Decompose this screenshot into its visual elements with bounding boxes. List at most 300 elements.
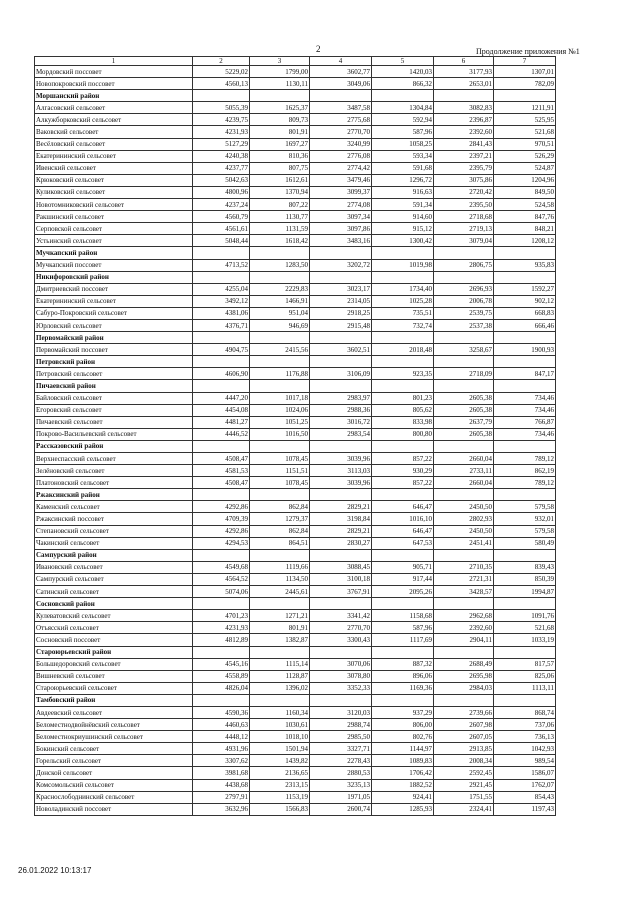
value-cell: 4800,96 [193,186,250,198]
value-cell: 847,17 [494,368,556,380]
value-cell: 1158,68 [372,610,434,622]
value-cell: 2660,04 [434,453,494,465]
table-row [35,211,556,223]
value-cell: 1420,03 [372,66,434,78]
value-cell: 970,51 [494,138,556,150]
value-cell: 915,12 [372,223,434,235]
value-cell: 668,83 [494,307,556,319]
value-cell: 850,39 [494,573,556,585]
value-cell: 2607,05 [434,731,494,743]
district-row [35,549,556,561]
empty-cell [372,356,434,368]
table-row [35,791,556,803]
district-row [35,90,556,102]
value-cell: 2710,35 [434,561,494,573]
value-cell: 526,29 [494,150,556,162]
value-cell: 825,06 [494,670,556,682]
value-cell: 646,47 [372,525,434,537]
table-row [35,307,556,319]
value-cell: 2774,08 [310,199,372,211]
value-cell: 817,57 [494,658,556,670]
value-cell: 1439,82 [250,755,310,767]
empty-cell [193,646,250,658]
value-cell: 854,43 [494,791,556,803]
value-cell: 1130,77 [250,211,310,223]
settlement-name: Дмитриевский поссовет [35,283,193,295]
value-cell: 4558,89 [193,670,250,682]
value-cell: 951,04 [250,307,310,319]
empty-cell [310,271,372,283]
value-cell: 4713,52 [193,259,250,271]
settlement-name: Каменский сельсовет [35,501,193,513]
empty-cell [372,440,434,452]
settlement-name: Чакинский сельсовет [35,537,193,549]
settlement-name: Ивенский сельсовет [35,162,193,174]
value-cell: 2313,15 [250,779,310,791]
value-cell: 3632,96 [193,803,250,815]
settlement-name: Краснослободнинский сельсовет [35,791,193,803]
value-cell: 646,47 [372,501,434,513]
empty-cell [372,489,434,501]
value-cell: 1211,91 [494,102,556,114]
value-cell: 3235,13 [310,779,372,791]
value-cell: 2607,98 [434,719,494,731]
value-cell: 2450,50 [434,525,494,537]
settlement-name: Беломестнодвойнёвский сельсовет [35,719,193,731]
value-cell: 5229,02 [193,66,250,78]
settlement-name: Юрловский сельсовет [35,319,193,331]
settlement-name: Покрово-Васильевский сельсовет [35,428,193,440]
value-cell: 2830,27 [310,537,372,549]
table-row [35,658,556,670]
settlement-name: Ракшинский сельсовет [35,211,193,223]
table-header-row [35,57,556,66]
settlement-name: Устьинский сельсовет [35,235,193,247]
value-cell: 4447,20 [193,392,250,404]
value-cell: 1117,69 [372,634,434,646]
empty-cell [434,271,494,283]
value-cell: 1612,61 [250,174,310,186]
value-cell: 1307,01 [494,66,556,78]
district-name: Петровский район [35,356,193,368]
value-cell: 946,69 [250,319,310,331]
value-cell: 1882,52 [372,779,434,791]
value-cell: 2395,79 [434,162,494,174]
value-cell: 3023,17 [310,283,372,295]
empty-cell [250,380,310,392]
value-cell: 4460,63 [193,719,250,731]
value-cell: 4294,53 [193,537,250,549]
value-cell: 801,91 [250,126,310,138]
table-row [35,295,556,307]
value-cell: 2592,45 [434,767,494,779]
table-row [35,259,556,271]
value-cell: 591,68 [372,162,434,174]
empty-cell [494,489,556,501]
value-cell: 914,60 [372,211,434,223]
table-row [35,392,556,404]
value-cell: 4481,27 [193,416,250,428]
column-header: 2 [193,57,250,66]
value-cell: 857,22 [372,453,434,465]
empty-cell [250,549,310,561]
value-cell: 3307,62 [193,755,250,767]
value-cell: 905,71 [372,561,434,573]
settlement-name: Куликовский сельсовет [35,186,193,198]
district-name: Ржаксинский район [35,489,193,501]
value-cell: 862,84 [250,501,310,513]
empty-cell [193,380,250,392]
table-row [35,138,556,150]
value-cell: 4606,90 [193,368,250,380]
value-cell: 1134,50 [250,573,310,585]
settlement-name: Первомайский поссовет [35,344,193,356]
value-cell: 1051,25 [250,416,310,428]
value-cell: 3070,06 [310,658,372,670]
empty-cell [372,549,434,561]
value-cell: 525,95 [494,114,556,126]
value-cell: 1566,83 [250,803,310,815]
empty-cell [494,380,556,392]
tariff-table [34,56,556,816]
empty-cell [310,549,372,561]
value-cell: 3300,43 [310,634,372,646]
value-cell: 593,34 [372,150,434,162]
value-cell: 924,41 [372,791,434,803]
settlement-name: Ваковский сельсовет [35,126,193,138]
value-cell: 1169,36 [372,682,434,694]
value-cell: 1058,25 [372,138,434,150]
empty-cell [494,440,556,452]
empty-cell [494,356,556,368]
value-cell: 1994,87 [494,586,556,598]
value-cell: 789,12 [494,453,556,465]
value-cell: 3049,06 [310,78,372,90]
value-cell: 2985,50 [310,731,372,743]
column-header: 4 [310,57,372,66]
value-cell: 1586,07 [494,767,556,779]
value-cell: 2841,43 [434,138,494,150]
value-cell: 3088,45 [310,561,372,573]
value-cell: 847,76 [494,211,556,223]
value-cell: 2921,45 [434,779,494,791]
value-cell: 1130,11 [250,78,310,90]
value-cell: 592,94 [372,114,434,126]
value-cell: 1089,83 [372,755,434,767]
value-cell: 1160,34 [250,706,310,718]
empty-cell [193,440,250,452]
value-cell: 1115,14 [250,658,310,670]
value-cell: 3078,80 [310,670,372,682]
value-cell: 4549,68 [193,561,250,573]
value-cell: 4446,52 [193,428,250,440]
value-cell: 1625,37 [250,102,310,114]
district-row [35,332,556,344]
value-cell: 809,73 [250,114,310,126]
value-cell: 4292,86 [193,501,250,513]
settlement-name: Беломестнокриушинский сельсовет [35,731,193,743]
value-cell: 2537,38 [434,319,494,331]
settlement-name: Байловский сельсовет [35,392,193,404]
value-cell: 4560,79 [193,211,250,223]
value-cell: 3100,18 [310,573,372,585]
value-cell: 3097,34 [310,211,372,223]
value-cell: 902,12 [494,295,556,307]
value-cell: 1501,94 [250,743,310,755]
empty-cell [494,271,556,283]
value-cell: 3075,86 [434,174,494,186]
value-cell: 2720,42 [434,186,494,198]
value-cell: 4508,47 [193,477,250,489]
value-cell: 3202,72 [310,259,372,271]
value-cell: 2324,41 [434,803,494,815]
settlement-name: Зелёновский сельсовет [35,465,193,477]
district-name: Первомайский район [35,332,193,344]
value-cell: 2396,87 [434,114,494,126]
value-cell: 2397,21 [434,150,494,162]
table-row [35,162,556,174]
value-cell: 1697,27 [250,138,310,150]
value-cell: 2988,74 [310,719,372,731]
table-row [35,719,556,731]
value-cell: 1734,40 [372,283,434,295]
empty-cell [494,247,556,259]
value-cell: 935,83 [494,259,556,271]
empty-cell [250,332,310,344]
value-cell: 802,76 [372,731,434,743]
empty-cell [310,489,372,501]
value-cell: 4590,36 [193,706,250,718]
value-cell: 807,75 [250,162,310,174]
district-row [35,694,556,706]
value-cell: 2770,70 [310,622,372,634]
value-cell: 1592,27 [494,283,556,295]
value-cell: 524,87 [494,162,556,174]
table-row [35,416,556,428]
empty-cell [310,440,372,452]
value-cell: 930,29 [372,465,434,477]
settlement-name: Сампурский сельсовет [35,573,193,585]
settlement-name: Серповской сельсовет [35,223,193,235]
value-cell: 3099,37 [310,186,372,198]
table-row [35,561,556,573]
value-cell: 2136,65 [250,767,310,779]
value-cell: 5042,63 [193,174,250,186]
value-cell: 1208,12 [494,235,556,247]
value-cell: 579,58 [494,525,556,537]
table-row [35,150,556,162]
value-cell: 1113,11 [494,682,556,694]
value-cell: 2718,68 [434,211,494,223]
value-cell: 2605,38 [434,392,494,404]
settlement-name: Петровский сельсовет [35,368,193,380]
value-cell: 2988,36 [310,404,372,416]
value-cell: 2605,38 [434,428,494,440]
empty-cell [494,598,556,610]
settlement-name: Отъясский сельсовет [35,622,193,634]
empty-cell [434,90,494,102]
value-cell: 2392,60 [434,622,494,634]
table-row [35,114,556,126]
empty-cell [434,598,494,610]
value-cell: 862,19 [494,465,556,477]
value-cell: 1370,94 [250,186,310,198]
value-cell: 2984,03 [434,682,494,694]
value-cell: 1900,93 [494,344,556,356]
empty-cell [372,90,434,102]
value-cell: 3198,84 [310,513,372,525]
settlement-name: Степановский сельсовет [35,525,193,537]
value-cell: 1025,28 [372,295,434,307]
value-cell: 3039,96 [310,453,372,465]
district-name: Моршанский район [35,90,193,102]
value-cell: 2539,75 [434,307,494,319]
value-cell: 2733,11 [434,465,494,477]
district-name: Никифоровский район [35,271,193,283]
value-cell: 1019,98 [372,259,434,271]
table-row [35,344,556,356]
value-cell: 1091,76 [494,610,556,622]
value-cell: 4701,23 [193,610,250,622]
district-name: Тамбовский район [35,694,193,706]
value-cell: 4376,71 [193,319,250,331]
value-cell: 2395,50 [434,199,494,211]
district-name: Пичаевский район [35,380,193,392]
value-cell: 2600,74 [310,803,372,815]
value-cell: 2770,70 [310,126,372,138]
value-cell: 2637,79 [434,416,494,428]
settlement-name: Сатинский сельсовет [35,586,193,598]
value-cell: 4239,75 [193,114,250,126]
empty-cell [193,549,250,561]
value-cell: 2688,49 [434,658,494,670]
value-cell: 1751,55 [434,791,494,803]
value-cell: 2229,83 [250,283,310,295]
settlement-name: Сабуро-Покровский сельсовет [35,307,193,319]
table-row [35,428,556,440]
table-row [35,235,556,247]
column-header: 5 [372,57,434,66]
table-row [35,803,556,815]
value-cell: 916,63 [372,186,434,198]
value-cell: 4237,24 [193,199,250,211]
value-cell: 3240,99 [310,138,372,150]
value-cell: 2719,13 [434,223,494,235]
value-cell: 2314,05 [310,295,372,307]
settlement-name: Ржаксинский поссовет [35,513,193,525]
value-cell: 3082,83 [434,102,494,114]
value-cell: 3039,96 [310,477,372,489]
value-cell: 3177,93 [434,66,494,78]
column-header: 6 [434,57,494,66]
value-cell: 3327,71 [310,743,372,755]
empty-cell [310,380,372,392]
district-name: Сампурский район [35,549,193,561]
value-cell: 1762,07 [494,779,556,791]
value-cell: 857,22 [372,477,434,489]
value-cell: 1300,42 [372,235,434,247]
value-cell: 2915,48 [310,319,372,331]
value-cell: 2776,08 [310,150,372,162]
table-row [35,501,556,513]
value-cell: 2008,34 [434,755,494,767]
value-cell: 1018,10 [250,731,310,743]
empty-cell [193,489,250,501]
table-row [35,779,556,791]
settlement-name: Новоладинский поссовет [35,803,193,815]
value-cell: 2392,60 [434,126,494,138]
empty-cell [372,332,434,344]
value-cell: 2445,61 [250,586,310,598]
settlement-name: Весёловский сельсовет [35,138,193,150]
value-cell: 1283,50 [250,259,310,271]
settlement-name: Екатерининский сельсовет [35,150,193,162]
value-cell: 4292,86 [193,525,250,537]
district-row [35,271,556,283]
value-cell: 736,13 [494,731,556,743]
empty-cell [434,380,494,392]
value-cell: 887,32 [372,658,434,670]
table-row [35,126,556,138]
value-cell: 839,43 [494,561,556,573]
empty-cell [193,90,250,102]
table-row [35,186,556,198]
district-name: Сосновский район [35,598,193,610]
value-cell: 4931,96 [193,743,250,755]
value-cell: 521,68 [494,126,556,138]
settlement-name: Ивановский сельсовет [35,561,193,573]
value-cell: 1153,19 [250,791,310,803]
value-cell: 1197,43 [494,803,556,815]
empty-cell [310,356,372,368]
empty-cell [193,598,250,610]
value-cell: 1042,93 [494,743,556,755]
table-row [35,743,556,755]
value-cell: 868,74 [494,706,556,718]
value-cell: 2451,41 [434,537,494,549]
value-cell: 1396,02 [250,682,310,694]
settlement-name: Бокинский сельсовет [35,743,193,755]
value-cell: 4231,93 [193,126,250,138]
value-cell: 734,46 [494,392,556,404]
empty-cell [193,332,250,344]
value-cell: 807,22 [250,199,310,211]
value-cell: 1017,18 [250,392,310,404]
settlement-name: Алгасовский сельсовет [35,102,193,114]
value-cell: 2018,48 [372,344,434,356]
value-cell: 4826,04 [193,682,250,694]
value-cell: 3079,04 [434,235,494,247]
empty-cell [372,271,434,283]
value-cell: 2774,42 [310,162,372,174]
value-cell: 3341,42 [310,610,372,622]
value-cell: 2278,43 [310,755,372,767]
empty-cell [372,598,434,610]
empty-cell [494,694,556,706]
value-cell: 923,35 [372,368,434,380]
value-cell: 1285,93 [372,803,434,815]
value-cell: 2605,38 [434,404,494,416]
value-cell: 810,36 [250,150,310,162]
district-name: Рассказовский район [35,440,193,452]
value-cell: 4381,06 [193,307,250,319]
empty-cell [310,646,372,658]
settlement-name: Алкужборковский сельсовет [35,114,193,126]
table-row [35,174,556,186]
value-cell: 3352,33 [310,682,372,694]
value-cell: 4231,93 [193,622,250,634]
value-cell: 732,74 [372,319,434,331]
